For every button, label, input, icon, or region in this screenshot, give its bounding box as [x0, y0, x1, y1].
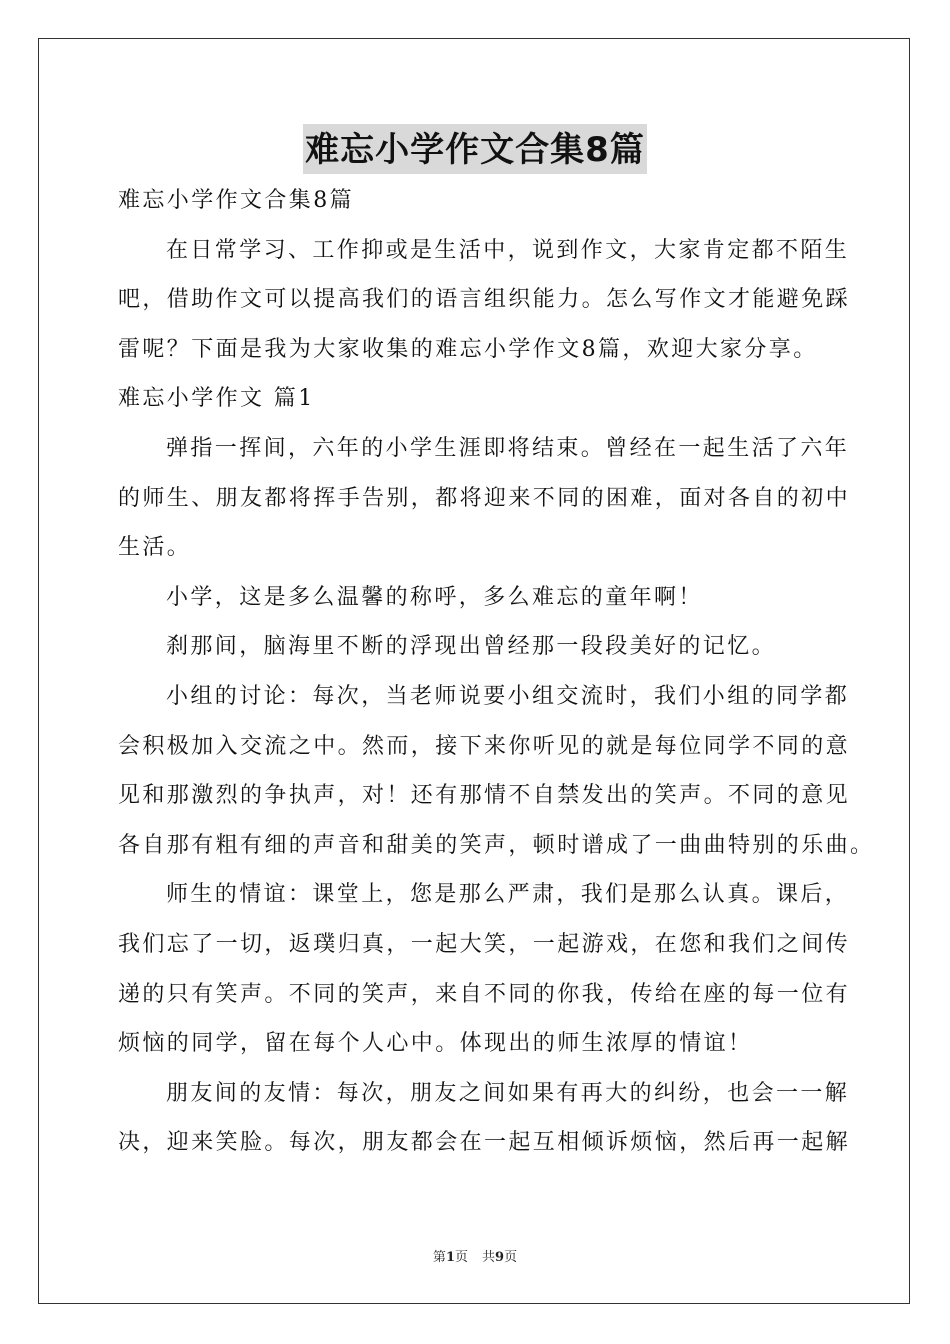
text-line: 递的只有笑声。不同的笑声，来自不同的你我，传给在座的每一位有 [118, 981, 851, 1007]
text-line: 生活。 [118, 535, 192, 561]
text-line: 小组的讨论：每次，当老师说要小组交流时，我们小组的同学都 [166, 683, 850, 709]
page-prefix: 第 [432, 1250, 446, 1265]
text-line: 见和那激烈的争执声，对！还有那情不自禁发出的笑声。不同的意见 [118, 783, 851, 809]
text-line: 烦恼的同学，留在每个人心中。体现出的师生浓厚的情谊！ [118, 1031, 753, 1057]
page-footer [0, 1246, 950, 1265]
page-suffix: 页 [454, 1250, 468, 1265]
text-line: 各自那有粗有细的声音和甜美的笑声，顿时谱成了一曲曲特别的乐曲。 [118, 832, 875, 858]
text-line: 刹那间，脑海里不断的浮现出曾经那一段段美好的记忆。 [166, 634, 777, 660]
text-line: 小学，这是多么温馨的称呼，多么难忘的童年啊！ [166, 584, 703, 610]
page-current: 1 [445, 1250, 455, 1265]
text-line: 难忘小学作文合集8篇 [118, 188, 354, 213]
text-line: 的师生、朋友都将挥手告别，都将迎来不同的困难，面对各自的初中 [118, 485, 851, 511]
text-line: 朋友间的友情：每次，朋友之间如果有再大的纠纷，也会一一解 [166, 1080, 850, 1106]
text-line: 会积极加入交流之中。然而，接下来你听见的就是每位同学不同的意 [118, 733, 851, 759]
document-title: 难忘小学作文合集8篇 [303, 124, 647, 174]
text-line: 吧，借助作文可以提高我们的语言组织能力。怎么写作文才能避免踩 [118, 287, 851, 313]
total-prefix: 共 [482, 1250, 496, 1265]
text-line: 在日常学习、工作抑或是生活中，说到作文，大家肯定都不陌生 [166, 237, 850, 263]
total-suffix: 页 [504, 1250, 518, 1265]
text-line: 决，迎来笑脸。每次，朋友都会在一起互相倾诉烦恼，然后再一起解 [118, 1130, 851, 1156]
text-line: 难忘小学作文 篇1 [118, 386, 315, 412]
document-body [118, 176, 875, 1168]
text-line: 弹指一挥间，六年的小学生涯即将结束。曾经在一起生活了六年 [166, 435, 850, 461]
text-line: 我们忘了一切，返璞归真，一起大笑，一起游戏，在您和我们之间传 [118, 931, 851, 957]
text-line: 师生的情谊：课堂上，您是那么严肃，我们是那么认真。课后， [166, 882, 850, 908]
title-wrap [0, 124, 950, 174]
text-line: 雷呢？下面是我为大家收集的难忘小学作文8篇，欢迎大家分享。 [118, 336, 818, 362]
page-total: 9 [495, 1250, 505, 1265]
